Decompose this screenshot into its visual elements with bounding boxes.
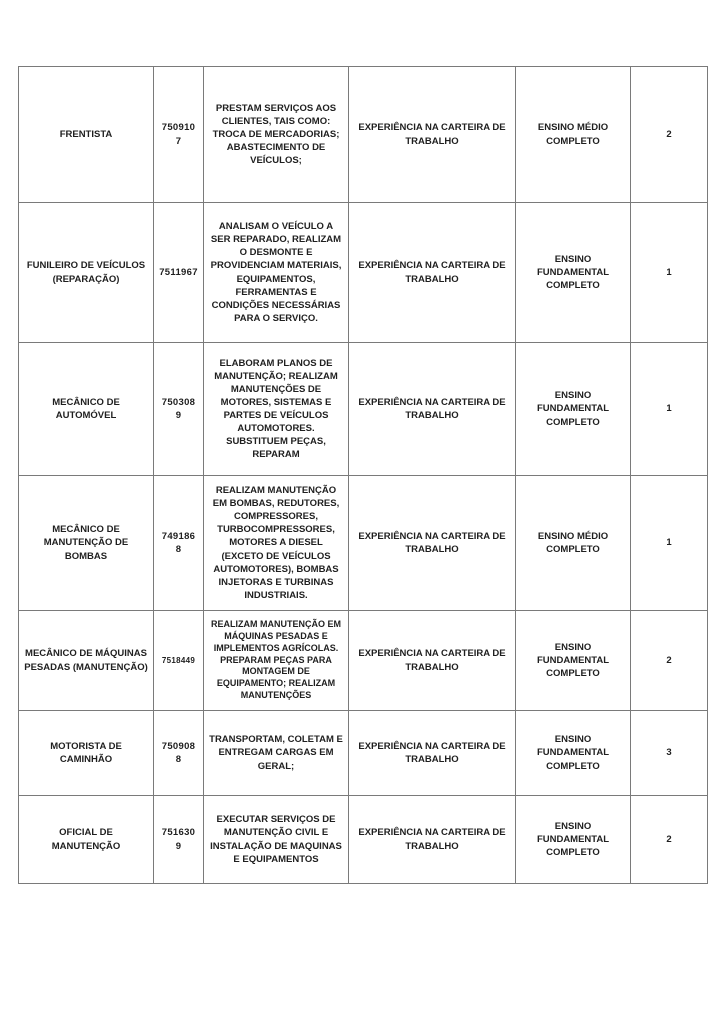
table-row (19, 611, 708, 711)
cell-occupation: MECÂNICO DE MÁQUINAS PESADAS (MANUTENÇÃO) (19, 611, 154, 711)
cell-code: 7518449 (154, 611, 204, 711)
cell-education: ENSINO FUNDAMENTAL COMPLETO (516, 343, 631, 476)
table-row (19, 711, 708, 796)
cell-education: ENSINO FUNDAMENTAL COMPLETO (516, 796, 631, 884)
cell-description: REALIZAM MANUTENÇÃO EM BOMBAS, REDUTORES, COMPRESSORES, TURBOCOMPRESSORES, MOTORES A DIESEL (EXCETO DE VEÍCULOS AUTOMOTORES), BOMBAS INJETORAS E TURBINAS INDUSTRIAIS. (204, 476, 349, 611)
job-vacancies-table (18, 66, 708, 884)
cell-education: ENSINO FUNDAMENTAL COMPLETO (516, 203, 631, 343)
cell-description: ELABORAM PLANOS DE MANUTENÇÃO; REALIZAM MANUTENÇÕES DE MOTORES, SISTEMAS E PARTES DE VEÍCULOS AUTOMOTORES. SUBSTITUEM PEÇAS, REPARAM (204, 343, 349, 476)
table-row (19, 67, 708, 203)
cell-description: ANALISAM O VEÍCULO A SER REPARADO, REALIZAM O DESMONTE E PROVIDENCIAM MATERIAIS, EQUIPAMENTOS, FERRAMENTAS E CONDIÇÕES NECESSÁRIAS PARA O SERVIÇO. (204, 203, 349, 343)
cell-code: 7516309 (154, 796, 204, 884)
cell-vacancies: 1 (631, 476, 708, 611)
cell-education: ENSINO FUNDAMENTAL COMPLETO (516, 611, 631, 711)
cell-code: 7511967 (154, 203, 204, 343)
cell-vacancies: 1 (631, 343, 708, 476)
cell-code: 7491868 (154, 476, 204, 611)
cell-vacancies: 1 (631, 203, 708, 343)
cell-code: 7509107 (154, 67, 204, 203)
cell-occupation: OFICIAL DE MANUTENÇÃO (19, 796, 154, 884)
cell-occupation: MECÂNICO DE MANUTENÇÃO DE BOMBAS (19, 476, 154, 611)
cell-experience: EXPERIÊNCIA NA CARTEIRA DE TRABALHO (349, 343, 516, 476)
cell-experience: EXPERIÊNCIA NA CARTEIRA DE TRABALHO (349, 796, 516, 884)
cell-occupation: FRENTISTA (19, 67, 154, 203)
cell-description: REALIZAM MANUTENÇÃO EM MÁQUINAS PESADAS E IMPLEMENTOS AGRÍCOLAS. PREPARAM PEÇAS PARA MONTAGEM DE EQUIPAMENTO; REALIZAM MANUTENÇÕES (204, 611, 349, 711)
cell-experience: EXPERIÊNCIA NA CARTEIRA DE TRABALHO (349, 711, 516, 796)
cell-vacancies: 3 (631, 711, 708, 796)
cell-experience: EXPERIÊNCIA NA CARTEIRA DE TRABALHO (349, 203, 516, 343)
cell-experience: EXPERIÊNCIA NA CARTEIRA DE TRABALHO (349, 476, 516, 611)
cell-code: 7503089 (154, 343, 204, 476)
cell-code: 7509088 (154, 711, 204, 796)
cell-occupation: MECÂNICO DE AUTOMÓVEL (19, 343, 154, 476)
cell-description: EXECUTAR SERVIÇOS DE MANUTENÇÃO CIVIL E INSTALAÇÃO DE MAQUINAS E EQUIPAMENTOS (204, 796, 349, 884)
cell-vacancies: 2 (631, 796, 708, 884)
cell-experience: EXPERIÊNCIA NA CARTEIRA DE TRABALHO (349, 611, 516, 711)
cell-vacancies: 2 (631, 611, 708, 711)
cell-education: ENSINO FUNDAMENTAL COMPLETO (516, 711, 631, 796)
cell-occupation: MOTORISTA DE CAMINHÃO (19, 711, 154, 796)
cell-description: TRANSPORTAM, COLETAM E ENTREGAM CARGAS EM GERAL; (204, 711, 349, 796)
cell-vacancies: 2 (631, 67, 708, 203)
job-table-body (19, 67, 708, 884)
cell-education: ENSINO MÉDIO COMPLETO (516, 476, 631, 611)
cell-education: ENSINO MÉDIO COMPLETO (516, 67, 631, 203)
table-row (19, 343, 708, 476)
table-row (19, 476, 708, 611)
table-row (19, 796, 708, 884)
cell-occupation: FUNILEIRO DE VEÍCULOS (REPARAÇÃO) (19, 203, 154, 343)
table-row (19, 203, 708, 343)
cell-experience: EXPERIÊNCIA NA CARTEIRA DE TRABALHO (349, 67, 516, 203)
cell-description: PRESTAM SERVIÇOS AOS CLIENTES, TAIS COMO: TROCA DE MERCADORIAS; ABASTECIMENTO DE VEÍCULOS; (204, 67, 349, 203)
